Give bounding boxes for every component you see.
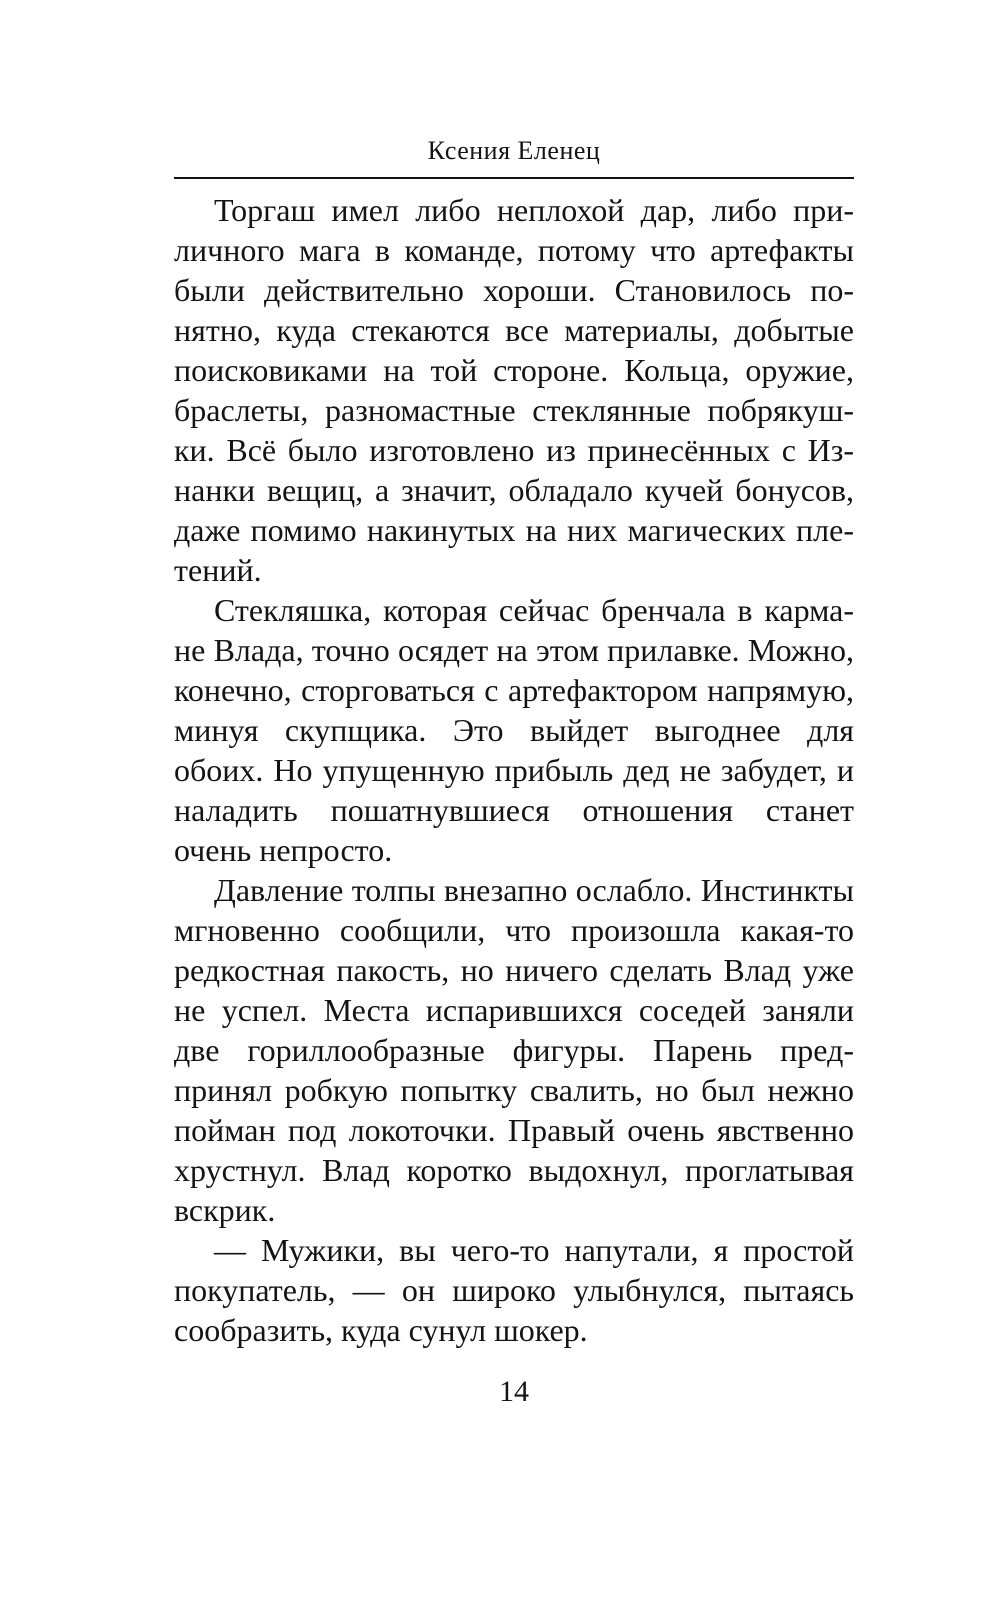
running-head-author: Ксения Еленец [427, 136, 601, 165]
paragraph: Стекляшка, которая сейчас бренчала в кармане Влада, точно осядет на этом прилавке. Можно, конечно, сторговаться с артефактором напрямую, минуя скупщика. Это выйдет выгоднее для обоих. Но упущенную прибыль дед не забудет, и наладить пошатнувшиеся отношения станет очень непросто. [174, 592, 854, 868]
header-rule [174, 177, 854, 179]
paragraph: — Мужики, вы чего-то напутали, я простой покупатель, — он широко улыбнулся, пытаясь сообразить, куда сунул шокер. [174, 1232, 854, 1348]
paragraph: Торгаш имел либо неплохой дар, либо приличного мага в команде, потому что артефакты были действительно хороши. Становилось понятно, куда стекаются все материалы, добытые поисковиками на той стороне. Кольца, оружие, браслеты, разномастные стеклянные побрякушки. Всё было изготовлено из принесённых с Изнанки вещиц, а значит, обладало кучей бонусов, даже помимо накинутых на них магических плетений. [174, 192, 854, 588]
body-text [174, 190, 854, 1350]
page-number: 14 [499, 1375, 529, 1408]
paragraph: Давление толпы внезапно ослабло. Инстинкты мгновенно сообщили, что произошла какая-то редкостная пакость, но ничего сделать Влад уже не успел. Места испарившихся соседей заняли две гориллообразные фигуры. Парень предпринял робкую попытку свалить, но был нежно пойман под локоточки. Правый очень явственно хрустнул. Влад коротко выдохнул, проглатывая вскрик. [174, 872, 854, 1228]
